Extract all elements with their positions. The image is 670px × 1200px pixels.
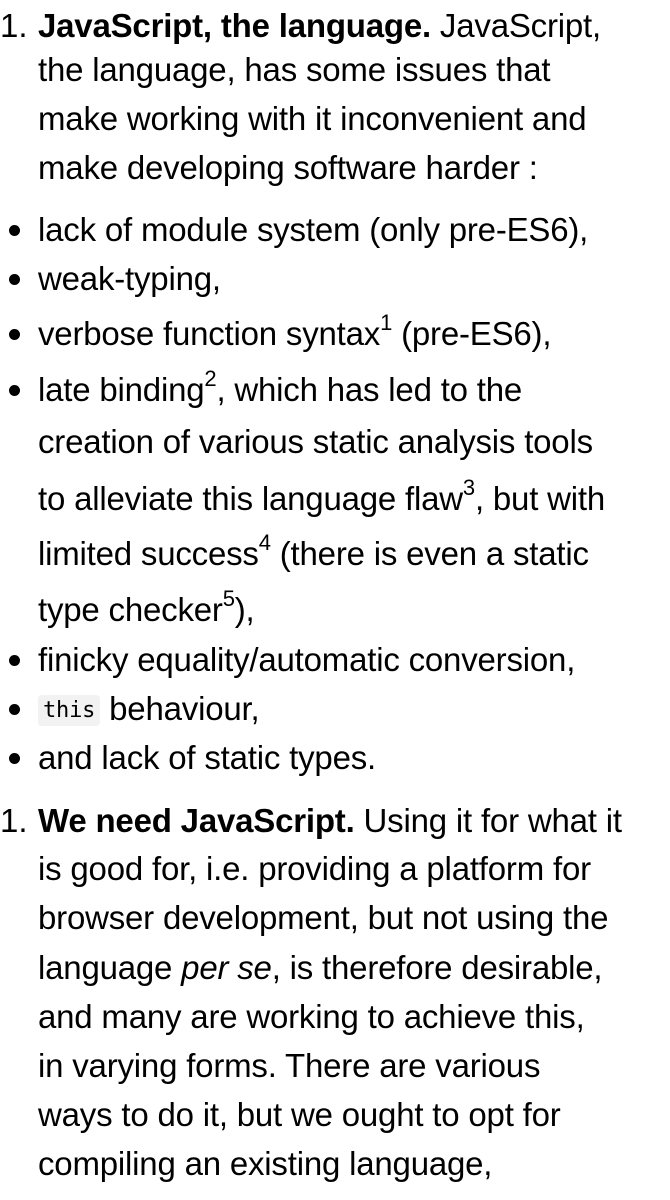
footnote-ref[interactable]: 4 — [258, 530, 271, 555]
bullet-text: limited success — [38, 535, 259, 572]
bullet-item-continued — [38, 586, 255, 634]
section1-text: make developing software harder : — [38, 149, 538, 186]
bullet-text: (there is even a static — [270, 535, 589, 572]
bullet-text: verbose function syntax — [38, 315, 381, 352]
section2-text: is good for, i.e. providing a platform for — [38, 850, 591, 887]
footnote-ref[interactable]: 5 — [222, 586, 235, 611]
bullet-text: to alleviate this language flaw — [38, 480, 463, 517]
section1-first-line — [38, 2, 601, 50]
bullet-item: and lack of static types. — [38, 739, 377, 776]
bullet-text: late binding — [38, 371, 205, 408]
bullet-marker — [9, 329, 20, 340]
bullet-item: weak-typing, — [38, 260, 221, 297]
bullet-item: lack of module system (only pre-ES6), — [38, 211, 589, 248]
section2-text: compiling an existing language, — [38, 1145, 493, 1182]
section1-text: JavaScript, — [430, 7, 601, 44]
list-number: 1. — [0, 7, 28, 44]
bullet-item — [38, 310, 551, 358]
section2-text: language — [38, 949, 182, 986]
bullet-item — [38, 685, 259, 733]
footnote-ref[interactable]: 2 — [204, 366, 217, 391]
bullet-item — [38, 366, 522, 414]
list-number: 1. — [0, 802, 28, 839]
emphasis: per se — [181, 949, 272, 986]
bullet-marker — [9, 655, 20, 666]
bullet-item-continued — [38, 530, 589, 578]
bullet-marker — [9, 274, 20, 285]
bullet-text: ), — [234, 591, 255, 628]
section1-text: the language, has some issues that — [38, 51, 551, 88]
section2-text: ways to do it, but we ought to opt for — [38, 1096, 561, 1133]
bullet-text: type checker — [38, 591, 223, 628]
section2-text: browser development, but not using the — [38, 899, 609, 936]
inline-code: this — [38, 695, 100, 726]
section2-text: Using it for what it — [354, 802, 622, 839]
bullet-item: finicky equality/automatic conversion, — [38, 641, 576, 678]
bullet-text: behaviour, — [100, 690, 260, 727]
bullet-marker — [9, 704, 20, 715]
bullet-marker — [9, 225, 20, 236]
footnote-ref[interactable]: 3 — [462, 475, 475, 500]
section2-first-line — [38, 797, 622, 845]
section2-text: , is therefore desirable, — [271, 949, 603, 986]
bullet-text: , which has led to the — [216, 371, 523, 408]
section2-heading: We need JavaScript. — [38, 802, 355, 839]
footnote-ref[interactable]: 1 — [380, 310, 393, 335]
section2-text: and many are working to achieve this, — [38, 998, 585, 1035]
section2-line — [38, 944, 602, 992]
section2-text: in varying forms. There are various — [38, 1047, 541, 1084]
section1-heading: JavaScript, the language. — [38, 7, 431, 44]
bullet-item-continued — [38, 475, 605, 523]
bullet-text: , but with — [474, 480, 606, 517]
bullet-text: (pre-ES6), — [392, 315, 552, 352]
bullet-text: creation of various static analysis tools — [38, 423, 593, 460]
section1-text: make working with it inconvenient and — [38, 100, 587, 137]
bullet-marker — [9, 385, 20, 396]
bullet-marker — [9, 753, 20, 764]
